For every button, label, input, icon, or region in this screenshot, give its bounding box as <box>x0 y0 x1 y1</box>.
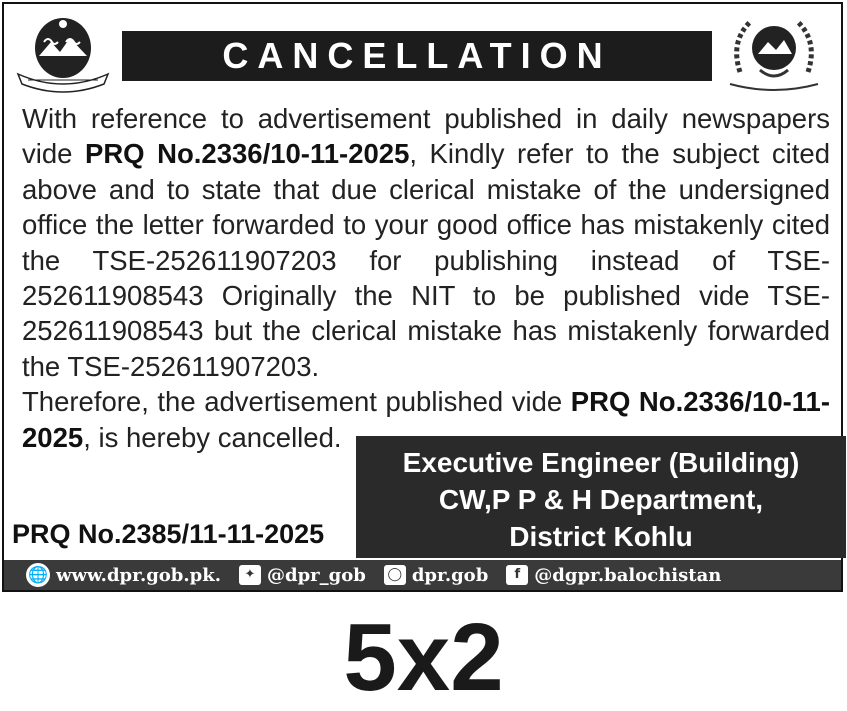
dgpr-emblem-right <box>720 12 828 96</box>
cancelled-prq: PRQ No.2336/10-11-2025 <box>22 386 830 453</box>
footer-twitter[interactable]: ✦ @dpr_gob <box>239 565 366 586</box>
notice-body <box>22 101 830 455</box>
footer-website[interactable]: 🌐 www.dpr.gob.pk. <box>26 563 221 587</box>
signature-line-3: District Kohlu <box>509 521 693 552</box>
prq-number: PRQ No.2385/11-11-2025 <box>12 519 325 549</box>
balochistan-emblem-left <box>14 12 112 94</box>
signature-line-2: CW,P P & H Department, <box>438 484 764 515</box>
ad-size-label: 5x2 <box>343 604 504 711</box>
footer-instagram[interactable]: ◯ dpr.gob <box>384 565 488 586</box>
notice-paragraph-1: With reference to advertisement published in daily newspapers vide PRQ No.2336/10-11-2025, Kindly refer to the subject cited above and to state that due clerical mistake of the undersigned office the letter forwarded to your good office has mistakenly cited the TSE-252611907203 for publishing instead of TSE-252611908543 Originally the NIT to be published vide TSE-252611908543 but the clerical mistake has mistakenly forwarded the TSE-252611907203. <box>22 103 831 382</box>
signature-block <box>356 436 846 558</box>
reference-prq: PRQ No.2336/10-11-2025 <box>84 138 410 170</box>
footer-contacts <box>4 560 841 590</box>
twitter-icon: ✦ <box>239 565 261 585</box>
globe-icon: 🌐 <box>26 563 50 587</box>
advertisement <box>2 2 843 592</box>
signature-line-1: Executive Engineer (Building) <box>402 447 800 478</box>
notice-paragraph-2: Therefore, the advertisement published vide PRQ No.2336/10-11-2025, is hereby cancelled. <box>22 386 830 453</box>
footer-facebook[interactable]: f @dgpr.balochistan <box>506 565 721 586</box>
page-title: CANCELLATION <box>122 31 712 81</box>
instagram-icon: ◯ <box>384 565 406 585</box>
facebook-icon: f <box>506 565 528 585</box>
